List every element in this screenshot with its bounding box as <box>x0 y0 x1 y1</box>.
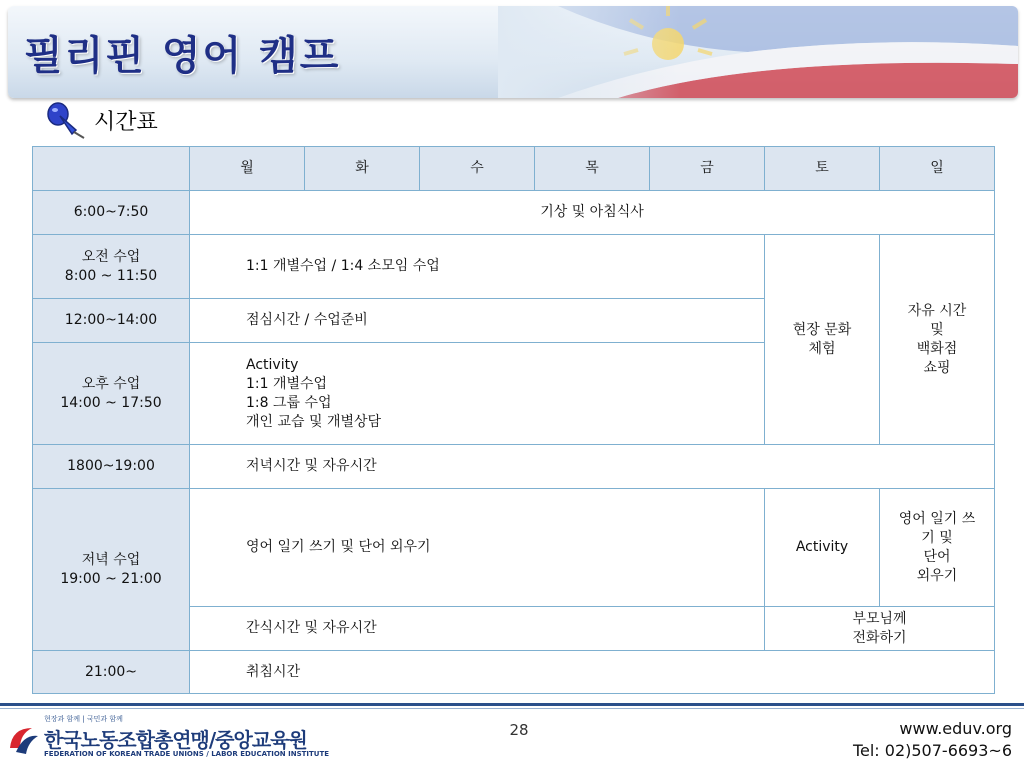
time-cell: 오후 수업 14:00 ~ 17:50 <box>33 343 190 445</box>
time-cell: 저녁 수업 19:00 ~ 21:00 <box>33 489 190 651</box>
phone-number: Tel: 02)507-6693~6 <box>852 741 1012 760</box>
header-row <box>33 147 995 191</box>
table-row <box>33 651 995 694</box>
table-row <box>33 191 995 235</box>
pushpin-icon <box>46 100 90 140</box>
table-row <box>33 445 995 489</box>
time-cell: 21:00~ <box>33 651 190 694</box>
activity-cell: 저녁시간 및 자유시간 <box>190 445 995 489</box>
time-cell: 6:00~7:50 <box>33 191 190 235</box>
day-thu: 목 <box>535 147 650 191</box>
organization-logo <box>6 714 330 764</box>
day-wed: 수 <box>420 147 535 191</box>
day-sat: 토 <box>765 147 880 191</box>
page-number: 28 <box>509 721 529 739</box>
weekend-cell-sat: Activity <box>765 489 880 607</box>
section-label: 시간표 <box>94 109 158 135</box>
time-cell: 오전 수업 8:00 ~ 11:50 <box>33 235 190 299</box>
day-fri: 금 <box>650 147 765 191</box>
section-heading <box>46 100 158 140</box>
activity-cell: 기상 및 아침식사 <box>190 191 995 235</box>
weekend-cell-sat: 현장 문화 체험 <box>765 235 880 445</box>
activity-cell: 간식시간 및 자유시간 <box>190 607 765 651</box>
header-banner <box>8 6 1018 98</box>
activity-cell: 영어 일기 쓰기 및 단어 외우기 <box>190 489 765 607</box>
logo-name: 한국노동조합총연맹/중앙교육원 <box>44 728 307 752</box>
logo-slogan: 현장과 함께 | 국민과 함께 <box>44 715 123 723</box>
day-tue: 화 <box>305 147 420 191</box>
timetable <box>32 146 995 694</box>
logo-english-name: FEDERATION OF KOREAN TRADE UNIONS / LABOR EDUCATION INSTITUTE <box>44 750 330 758</box>
day-mon: 월 <box>190 147 305 191</box>
time-cell: 12:00~14:00 <box>33 299 190 343</box>
weekend-cell: 부모님께 전화하기 <box>765 607 995 651</box>
table-row <box>33 235 995 299</box>
logo-swirl-icon <box>6 722 42 758</box>
website-link[interactable]: www.eduv.org <box>899 719 1012 738</box>
footer-divider <box>0 703 1024 706</box>
page-title: 필리핀 영어 캠프 <box>24 33 341 79</box>
time-cell: 1800~19:00 <box>33 445 190 489</box>
weekend-cell-sun: 자유 시간 및 백화점 쇼핑 <box>880 235 995 445</box>
philippine-flag-graphic <box>498 6 1018 98</box>
corner-cell <box>33 147 190 191</box>
activity-cell: Activity 1:1 개별수업 1:8 그룹 수업 개인 교습 및 개별상담 <box>190 343 765 445</box>
activity-cell: 1:1 개별수업 / 1:4 소모임 수업 <box>190 235 765 299</box>
footer-divider-thin <box>0 708 1024 709</box>
day-sun: 일 <box>880 147 995 191</box>
activity-cell: 점심시간 / 수업준비 <box>190 299 765 343</box>
weekend-cell-sun: 영어 일기 쓰 기 및 단어 외우기 <box>880 489 995 607</box>
table-row <box>33 489 995 607</box>
contact-info <box>853 718 1012 762</box>
activity-cell: 취침시간 <box>190 651 995 694</box>
